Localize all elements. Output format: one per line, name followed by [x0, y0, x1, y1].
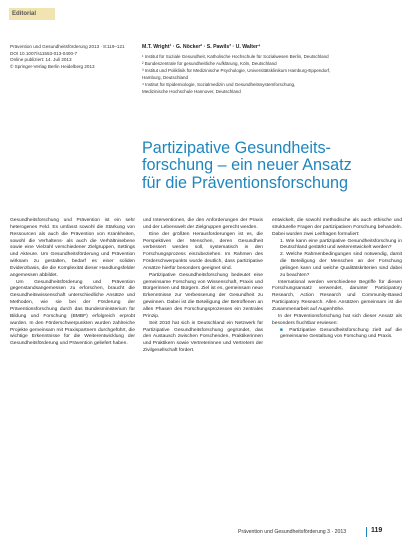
affiliation-line: Medizinische Hochschule Hannover, Deutschland	[142, 89, 241, 95]
affiliation-line: Hamburg, Deutschland	[142, 75, 189, 81]
paragraph: International werden verschiedene Begriffe für diesen Forschungsansatz verwendet, darunter Participatory Research, Action Research und Community-Based Participatory Research. Allen Ansätzen gemeinsam ist die Zusammenarbeit auf Augenhöhe.	[272, 279, 402, 312]
bullet-marker-icon: ■	[280, 327, 290, 333]
title-line: forschung – ein neuer Ansatz	[142, 156, 352, 175]
meta-line: Prävention und Gesundheitsförderung 2013 · 8:119–121	[10, 44, 125, 49]
list-item: 2. Welche Rahmenbedingungen sind notwendig, damit die Beteiligung der Menschen an der Forschung gelingen kann und welche Qualitätskriterien sind dabei zu beachten?	[280, 252, 402, 278]
affiliation-line: ⁴ Institut für Epidemiologie, Sozialmedizin und Gesundheitssystemforschung,	[142, 82, 296, 88]
meta-line: Online publiziert: 14. Juli 2013	[10, 57, 72, 63]
bullet-item	[272, 328, 402, 342]
body-column-3	[272, 218, 402, 341]
paragraph: Partizipative Gesundheitsforschung bedeutet eine gemeinsame Forschung von Wissenschaft, Praxis und Bürgerinnen und Bürgern. Ziel ist es, gemeinsam neue Erkenntnisse zur Verbesserung der Gesundheit zu gewinnen. Dabei ist die Beteiligung der Betroffenen an allen Phasen des Forschungsprozesses ein zentrales Prinzip.	[143, 272, 263, 319]
paragraph: Seit 2010 hat sich in Deutschland ein Netzwerk für Partizipative Gesundheitsforschung gegründet, das den Austausch zwischen Forschenden, Praktikerinnen und Praktikern sowie Vertreterinnen und Vertretern der Zivilgesellschaft fördert.	[143, 320, 263, 354]
title-line: Partizipative Gesundheits-	[142, 139, 331, 157]
affiliation-line: ³ Institut und Poliklinik für Medizinische Psychologie, Universitätsklinikum Hamburg-Eppendorf,	[142, 68, 331, 74]
footer-divider	[366, 527, 367, 537]
title-line: für die Präventionsforschung	[142, 173, 349, 192]
header-bar	[0, 0, 413, 24]
paragraph: Um Gesundheitsförderung und Prävention gegenstandsangemessen zu erforschen, braucht die Gesundheitswissenschaft unterschiedliche Ansätze und Methoden, wie sie bei der Förderung der Präventionsforschung durch das Bundesministerium für Bildung und Forschung (BMBF) erfolgreich erprobt wurden. In den Förderschwerpunkten wurden zahlreiche Projekte gemeinsam mit Praxispartnern durchgeführt, die wichtige Erkenntnisse für die Weiterentwicklung der Gesundheitsförderung und Prävention geliefert haben.	[10, 279, 135, 347]
section-label: Editorial	[9, 8, 55, 20]
authors: M.T. Wright¹ · G. Nöcker² · S. Pawils³ · U. Walter⁴	[142, 44, 261, 50]
affiliation-line: ¹ Institut für Soziale Gesundheit, Katholische Hochschule für Sozialwesen Berlin, Deutschland	[142, 54, 329, 59]
paragraph: Eine der größten Herausforderungen ist es, die Perspektiven der Menschen, deren Gesundheit verbessert werden soll, systematisch in den Forschungsprozess einzubeziehen. Im Rahmen des Förderschwerpunkts wurde deutlich, dass partizipative Ansätze hierfür besonders geeignet sind.	[143, 231, 263, 271]
paragraph: In der Präventionsforschung hat sich dieser Ansatz als besonders fruchtbar erwiesen:	[272, 313, 402, 326]
body-column-2	[143, 218, 263, 355]
body-column-1	[10, 218, 135, 348]
page-number: 119	[371, 527, 383, 534]
article-meta	[10, 44, 130, 71]
paragraph: und Interventionen, die den Anforderungen der Praxis und der Lebenswelt der Zielgruppen gerecht werden.	[143, 218, 263, 230]
affiliations	[142, 53, 404, 96]
article-title	[142, 139, 352, 192]
meta-line: © Springer-Verlag Berlin Heidelberg 2013	[10, 64, 95, 70]
meta-line: DOI 10.1007/s11553-013-0400-7	[10, 50, 78, 56]
paragraph: Gesundheitsforschung und Prävention ist ein sehr heterogenes Feld. Es umfasst sowohl die Stärkung von Ressourcen als auch die Prävention von Krankheiten, sowohl die Verhaltens- als auch die Verhältnisebene sowie eine Vielzahl verschiedener Zielgruppen, Settings und Akteure. Um Gesundheitsförderung und Prävention wirksam zu gestalten, bedarf es einer soliden Evidenzbasis, die die Komplexität dieser Handlungsfelder angemessen abbildet.	[10, 218, 135, 278]
footer-journal: Prävention und Gesundheitsförderung 3 · 2013	[238, 529, 347, 535]
affiliation-line: ² Bundeszentrale für gesundheitliche Aufklärung, Köln, Deutschland	[142, 61, 277, 67]
bullet-text: Partizipative Gesundheitsforschung zielt auf die gemeinsame Gestaltung von Forschung und Praxis.	[280, 327, 402, 340]
list-item: 1. Wie kann eine partizipative Gesundheitsforschung in Deutschland gestärkt und weiterentwickelt werden?	[280, 238, 402, 251]
paragraph: entwickelt, die sowohl methodische als auch ethische und strukturelle Fragen der partizipativen Forschung behandeln. Dabei wurden zwei Leitfragen formuliert:	[272, 218, 402, 237]
page-footer	[238, 526, 408, 540]
